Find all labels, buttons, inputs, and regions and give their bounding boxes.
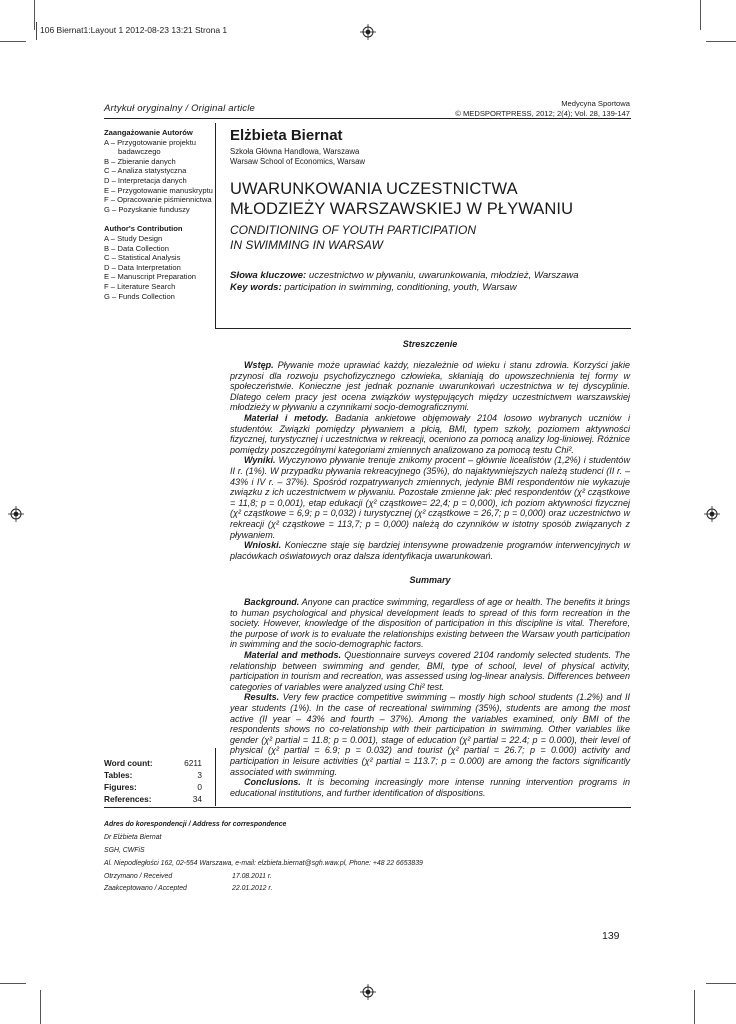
contrib-item: A – Przygotowanie projektu [104,137,197,147]
page-number: 139 [602,930,620,942]
contrib-pl-list [104,138,214,215]
paragraph-label: Wnioski. [244,540,282,551]
paragraph-text: Badania ankietowe objęmowały 2104 losowo wybranych uczniów i studentów. Związki pomiędzy pływaniem a płcią, BMI, typem szkoły, poziomem aktywności fizycznej, turystycznej i uczestnictwa w rekreacji, oceniono za pomocą analizy log-liniowej. Różnice pomiędzy poszczególnymi kategoriami zmiennych analizowano za pomocą testu Chi². [230,412,630,455]
title-polish [230,179,573,219]
paragraph-label: Materiał i metody. [244,412,329,423]
slug-marker [36,22,39,40]
header-rule [104,118,631,119]
paragraph-text: Konieczne staje się bardziej intensywne prowadzenie programów interwencyjnych w placówkach oświatowych oraz dalsza identyfikacja uwarunkowań. [230,540,630,561]
correspondence-line: Dr Elżbieta Biernat [104,834,162,841]
title-english [230,223,476,253]
correspondence-line: SGH, CWFiS [104,847,145,854]
contrib-item: E – Manuscript Preparation [104,272,197,282]
contrib-item: F – Opracowanie piśmiennictwa [104,195,212,205]
contrib-item: G – Funds Collection [104,291,175,301]
summary-title: Summary [409,575,451,585]
stat-value: 34 [192,794,202,804]
affiliation-pl: Szkoła Główna Handlowa, Warszawa [230,147,360,156]
abstract-paragraph [230,597,630,650]
crop-mark [694,990,695,1024]
article-type: Artykuł oryginalny / Original article [104,103,256,114]
stat-row [104,781,202,793]
keywords-en-text: participation in swimming, conditioning, youth, Warsaw [281,282,517,293]
crop-mark [706,41,736,42]
stat-label: References: [104,794,152,804]
contrib-item: G – Pozyskanie funduszy [104,204,190,214]
contrib-item: E – Przygotowanie manuskryptu [104,185,213,195]
received-label: Otrzymano / Received [104,873,173,880]
keywords-en [230,282,579,294]
received-row [104,871,272,883]
author-affiliation [230,147,365,167]
contrib-item: B – Zbieranie danych [104,156,176,166]
author-name: Elżbieta Biernat [230,127,343,144]
title-en-line: IN SWIMMING IN WARSAW [230,238,383,252]
summary-body [230,597,630,798]
stat-row [104,793,202,805]
contrib-item: badawczego [118,147,161,157]
paragraph-text: Very few practice competitive swimming – mostly high school students (1.2%) and II year students (1%). In the case of recreational swimming (35%), students are among the most active (II year – 43% and fourth – 37%). Among the variables examined, only BMI of the respondents shows no co-relationship with their participation in swimming. Other variables like gender (χ² partial = 11.8; p = 0.001), stage of education (χ² partial = 22.4; p = 0.000), their level of physical (χ² partial = 6.9; p = 0.032) and tourist (χ² partial = 26.7; p = 0.000) activity and participation in leisure activities (χ² partial = 113.7; p = 0.000) are among the factors significantly associated with swimming. [230,692,630,777]
contrib-item: A – Study Design [104,233,163,243]
paragraph-text: Anyone can practice swimming, regardless of age or health. The benefits it brings to human psychological and physical development leads to spread of this form recreation in the society. However, knowledge of the disposition of participation in this discipline is vital. Therefore, the purpose of work is to evaluate the relationships existing between the Warsaw youth participation in swimming and the socio-demographic factors. [230,597,630,650]
paragraph-label: Wyniki. [244,455,276,466]
journal-name: Medycyna Sportowa [561,99,630,108]
abstract-paragraph [230,777,630,798]
crop-mark [40,990,41,1024]
stats-divider [215,748,216,806]
contrib-item: D – Interpretacja danych [104,175,187,185]
accepted-label: Zaakceptowano / Accepted [104,885,187,892]
title-pl-line: MŁODZIEŻY WARSZAWSKIEJ W PŁYWANIU [230,200,574,218]
affiliation-en: Warsaw School of Economics, Warsaw [230,157,366,166]
contrib-item: D – Data Interpretation [104,262,181,272]
paragraph-text: It is becoming increasingly more intense running intervention programs in educational institutions, and further identification of dispositions. [230,777,630,798]
print-slug: 106 Biernat1:Layout 1 2012-08-23 13:21 Strona 1 [40,25,228,35]
abstract-paragraph [230,360,630,413]
crop-mark [700,0,701,30]
stat-label: Word count: [104,758,153,768]
streszczenie-title: Streszczenie [402,339,458,349]
paragraph-text: Questionnaire surveys covered 2104 randomly selected students. The relationship between swimming and gender, BMI, type of school, level of physical activity, participation in tourism and recreation, was assessed using log-linear analysis. Differences between categories of variables were analyzed using Chi² test. [230,649,631,692]
paragraph-label: Material and methods. [244,649,341,660]
paragraph-text: Pływanie może uprawiać każdy, niezależnie od wieku i stanu zdrowia. Korzyści jakie przynosi dla rozwoju psychofizycznego człowieka, skłaniają do upowszechnienia tej formy w społeczeństwie. Konieczne jest jednak poznanie uwarunkowań uczestnictwa w tej dyscyplinie. Dlatego celem pracy jest ocena związków występujących między uczestnictwem warszawskiej młodzieży w pływaniu a czynnikami socjo-demograficznymi. [230,360,630,413]
stat-value: 0 [197,782,202,792]
keywords [230,270,579,294]
abstract-paragraph [230,455,630,540]
paragraph-label: Wstęp. [244,360,274,370]
abstract-paragraph [230,692,630,777]
contrib-item: C – Analiza statystyczna [104,166,187,176]
contrib-item: F – Literature Search [104,281,176,291]
title-pl-line: UWARUNKOWANIA UCZESTNICTWA [230,180,518,198]
journal-info [455,99,630,119]
keywords-pl-label: Słowa kluczowe: [230,270,307,281]
stat-value: 3 [197,770,202,780]
crop-mark [0,983,26,984]
contrib-item: C – Statistical Analysis [104,253,181,263]
contrib-pl-title: Zaangażowanie Autorów [104,128,193,137]
correspondence-line: Al. Niepodległości 162, 02-554 Warszawa, e-mail: elzbieta.biernat@sgh.waw.pl, Phone: +48 22 6653839 [104,860,423,867]
abstract-paragraph [230,540,630,561]
keywords-pl-text: uczestnictwo w pływaniu, uwarunkowania, młodzież, Warszawa [306,270,579,281]
stat-row [104,757,202,769]
registration-mark-icon [360,984,376,1000]
title-en-line: CONDITIONING OF YOUTH PARTICIPATION [230,223,477,237]
streszczenie-body [230,360,630,561]
abstract-top-rule [215,328,631,329]
received-date: 17.08.2011 r. [232,873,272,880]
dates [104,871,272,895]
abstract-paragraph [230,650,630,692]
correspondence [104,818,524,870]
journal-citation: © MEDSPORTPRESS, 2012; 2(4); Vol. 28, 139-147 [455,109,630,118]
correspondence-title: Adres do korespondencji / Address for correspondence [104,821,287,828]
paragraph-label: Conclusions. [244,777,301,788]
abstract-paragraph [230,413,630,455]
stat-label: Tables: [104,770,133,780]
sidebar-divider [215,123,216,328]
contrib-item: B – Data Collection [104,243,170,253]
stat-row [104,769,202,781]
stat-value: 6211 [184,758,202,768]
paragraph-label: Background. [244,597,300,607]
paragraph-text: Wyczynowo pływanie trenuje znikomy procent – głównie licealistów (1,2%) i studentów II r. (1%). W przypadku pływania rekreacyjnego (35%), do najaktywniejszych należą studenci (II r. – 43% i IV r. – 37%). Spośród rozpatrywanych zmiennych, jedynie BMI respondentów nie wykazuje związku z ich uczestnictwem w pływaniu. Pozostałe zmienne jak: płeć respondentów (χ² cząstkowe = 11,8; p = 0,001), etap edukacji (χ² cząstkowe= 22,4; p = 0,000), ich poziom aktywności fizycznej (χ² cząstkowe = 6,9; p = 0,032) i turystycznej (χ² cząstkowe = 26,7; p = 0,000) oraz uczestnictwo w rekreacji (χ² cząstkowe = 113,7; p = 0,000) należą do czynników w istotny sposób związanych z pływaniem. [230,455,630,540]
paragraph-label: Results. [244,692,280,703]
keywords-pl [230,270,579,282]
crop-mark [34,0,35,30]
stats-bottom-rule [104,807,631,808]
contrib-en-title: Author's Contribution [104,224,183,234]
stat-label: Figures: [104,782,137,792]
author-contribution [104,128,214,301]
accepted-date: 22.01.2012 r. [232,885,273,892]
crop-mark [706,983,736,984]
accepted-row [104,883,272,895]
correspondence-lines [104,831,524,870]
manuscript-stats [104,757,202,805]
contrib-en-list [104,234,214,301]
registration-mark-icon [8,506,24,522]
crop-mark [0,41,26,42]
registration-mark-icon [360,24,376,40]
registration-mark-icon [704,506,720,522]
keywords-en-label: Key words: [230,282,282,293]
